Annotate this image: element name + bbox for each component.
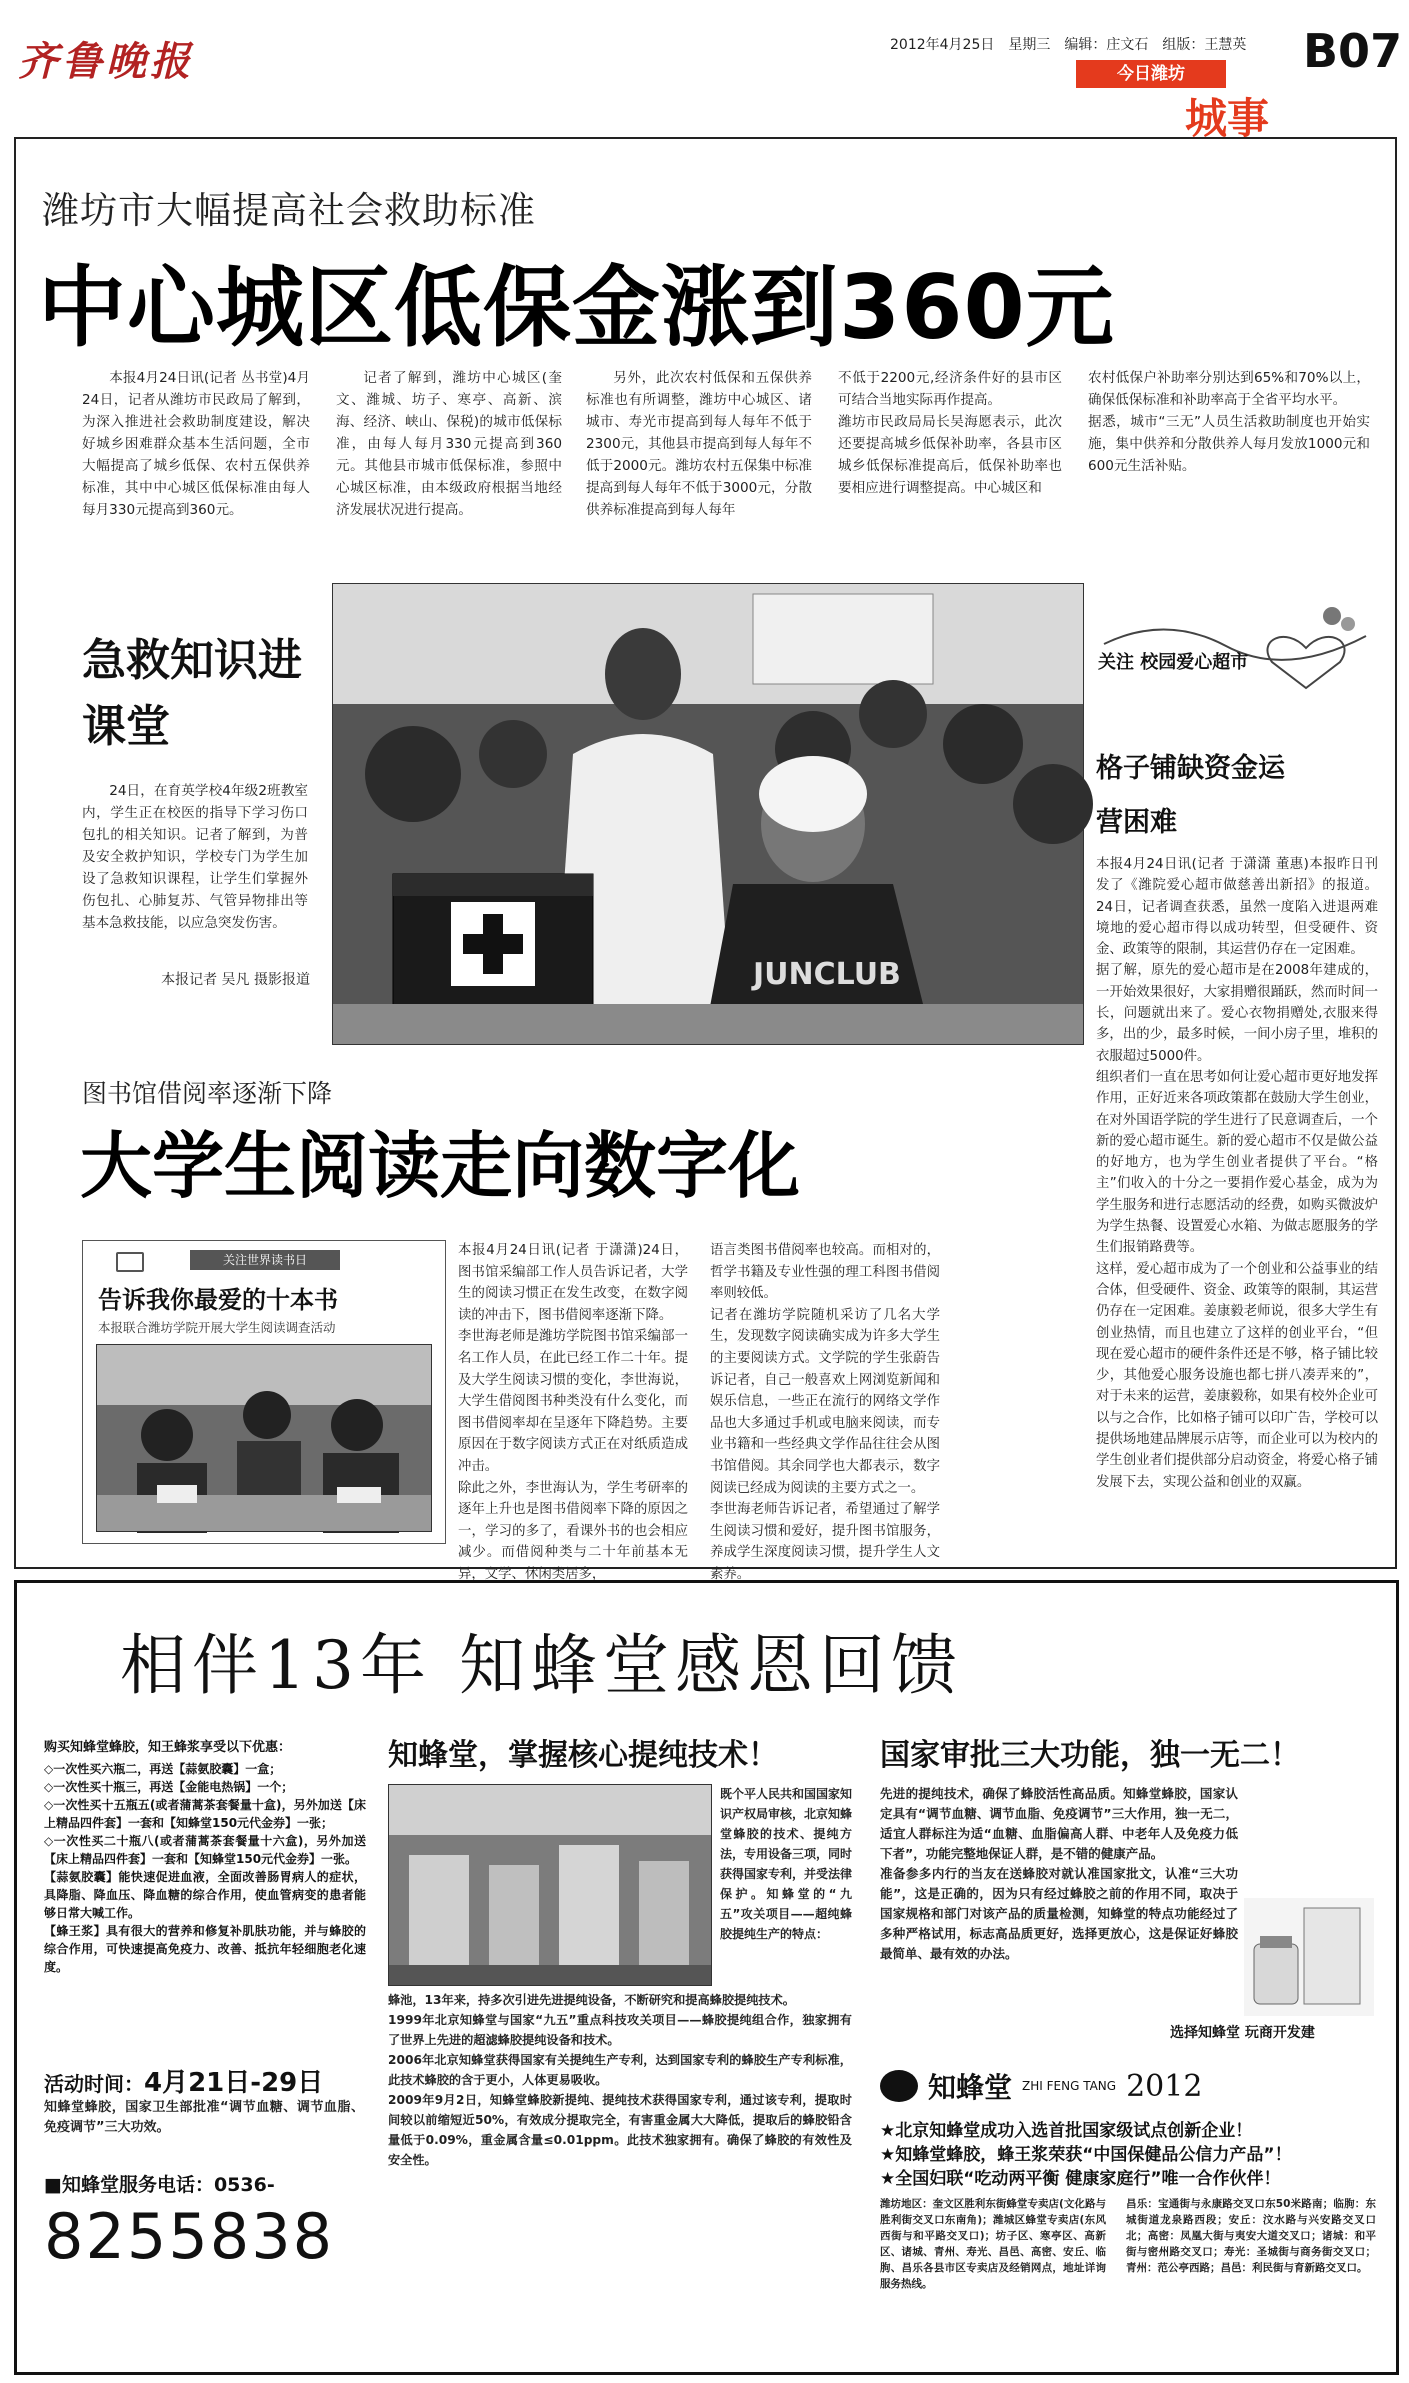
article1-kicker: 潍坊市大幅提高社会救助标准: [42, 189, 536, 232]
ad-hotline-number: 8255838: [44, 2200, 335, 2273]
article1-col1: 本报4月24日讯(记者 丛书堂)4月24日，记者从潍坊市民政局了解到，为深入推进社会救助制度建设，解决好城乡困难群众基本生活问题，全市大幅提高了城乡低保、农村五保供养标准，其中中心城区低保标准由每人每月330元提高到360元。: [82, 370, 310, 518]
factory-photo: [388, 1784, 712, 1986]
firstaid-photo-art: [333, 584, 1083, 1044]
reading-inset-sub: 本报联合潍坊学院开展大学生阅读调查活动: [98, 1320, 336, 1335]
sidebar-headline: 格子铺缺资金运营困难: [1096, 753, 1285, 838]
article1-col3: 另外，此次农村低保和五保供养标准也有所调整，潍坊中心城区、诸城市、寿光市提高到每人每年不低于2300元，其他县市提高到每人每年不低于2000元。潍坊农村五保集中标准提高到每人每年不低于3000元，分散供养标准提高到每人每年: [586, 370, 812, 518]
ad-event-label: 活动时间：: [44, 2072, 144, 2096]
ad-offers: ◇一次性买六瓶二，再送【蒜氨胶囊】一盒； ◇一次性买十瓶三，再送【金能电热锅】一个； ◇一次性买十五瓶五(或者蒲蒿茶套餐量十盒)，另外加送【床上精品四件套】一套和【知蜂堂150元代金券】一张； ◇一次性买二十瓶八(或者蒲蒿茶套餐量十六盒)，另外加送【床上精品四件套】一套和【知蜂堂150元代金券】一张。 【蒜氨胶囊】能快速促进血液，全面改善肠胃病人的症状，具降脂、降血压、降血糖的综合作用，使血管病变的患者能够日常大喊工作。 【蜂王浆】具有很大的营养和修复补肌肤功能，并与蜂胶的综合作用，可快速提高免疫力、改善、抵抗年轻细胞老化速度。: [44, 1762, 366, 1974]
firstaid-credit: 本报记者 吴凡 摄影报道: [161, 972, 310, 988]
store-list-left: 潍坊地区：奎文区胜利东街蜂堂专卖店(文化路与胜利街交叉口东南角)；潍城区蜂堂专卖店(东风西街与和平路交叉口)；坊子区、寒亭区、高新区、诸城、青州、寿光、昌邑、高密、安丘、临朐、昌乐各县市区专卖店及经销网点，地址详询服务热线。: [880, 2198, 1106, 2290]
ad-approval-text: 知蜂堂蜂胶，国家卫生部批准“调节血糖、调节血脂、免疫调节”三大功效。: [44, 2100, 364, 2135]
brand-cn: 知蜂堂: [928, 2071, 1013, 2104]
sidebar-body: 本报4月24日讯(记者 于潇潇 董惠)本报昨日刊发了《潍院爱心超市做慈善出新招》的报道。24日，记者调查获悉，虽然一度陷入进退两难境地的爱心超市得以成功转型，但受硬件、资金、政策等的限制，其运营仍存在一定困难。 据了解，原先的爱心超市是在2008年建成的，一开始效果很好，大家捐赠很踊跃，然而时间一长，问题就出来了。爱心衣物捐赠处,衣服来得多，出的少，最多时候，一间小房子里，堆积的衣服超过5000件。 组织者们一直在思考如何让爱心超市更好地发挥作用，正好近来各项政策都在鼓励大学生创业，在对外国语学院的学生进行了民意调查后，一个新的爱心超市诞生。新的爱心超市不仅是做公益的好地方，也为学生创业者提供了平台。“格主”们收入的十分之一要捐作爱心基金，成为为学生服务和进行志愿活动的经费，如购买微波炉为学生热餐、设置爱心水箱、为做志愿服务的学生们报销路费等。 这样，爱心超市成为了一个创业和公益事业的结合体，但受硬件、资金、政策等的限制，其运营仍存在一定困难。姜康毅老师说，很多大学生有创业热情，而且也建立了这样的创业平台，“但现在爱心超市的硬件条件还是不够，格子铺比较少，其他爱心服务设施也都七拼八凑弄来的”，对于未来的运营，姜康毅称，如果有校外企业可以与之合作，比如格子铺可以印广告，学校可以提供场地建品牌展示店等，而企业可以为校内的学生创业者们提供部分启动资金，将爱心格子铺发展下去，实现公益和创业的双赢。: [1096, 857, 1378, 1490]
article1-col4: 不低于2200元,经济条件好的县市区可结合当地实际再作提高。 潍坊市民政局局长吴海愿表示，此次还要提高城乡低保补助率，各县市区城乡低保标准提高后，低保补助率也要相应进行调整提高。中心城区和: [838, 370, 1062, 496]
brand-logo: [880, 2064, 1350, 2108]
ad-mid-body: 蜂池，13年来，持多次引进先进提纯设备，不断研究和提高蜂胶提纯技术。 1999年北京知蜂堂与国家“九五”重点科技攻关项目——蜂胶提纯组合作，独家拥有了世界上先进的超滤蜂胶提纯设备和技术。 2006年北京知蜂堂获得国家有关提纯生产专利，达到国家专利的蜂胶生产专利标准，此技术蜂胶的含于更小，人体更易吸收。 2009年9月2日，知蜂堂蜂胶新提纯、提纯技术获得国家专利，通过该专利，提取时间较以前缩短近50%，有效成分提取完全，有害重金属大大降低，提取后的蜂胶铅含量低于0.09%，重金属含量≤0.01ppm。此技术独家拥有。确保了蜂胶的有效性及安全性。: [388, 1993, 852, 2167]
honor-1: ★北京知蜂堂成功入选首批国家级试点创新企业！: [880, 2121, 1253, 2141]
ad-title: 相伴13年 知蜂堂感恩回馈: [120, 1627, 963, 1704]
masthead-logo: 齐鲁晚报: [18, 38, 194, 85]
heart-ribbon-icon: [1096, 596, 1376, 692]
honor-3: ★全国妇联“吃动两平衡 健康家庭行”唯一合作伙伴！: [880, 2169, 1281, 2189]
product-bottle-icon: [1244, 1898, 1374, 2016]
reading-inset-tag: 关注世界读书日: [190, 1250, 340, 1270]
brand-year: 2012: [1126, 2068, 1203, 2104]
section-name: 城事: [1185, 94, 1270, 143]
page-number: B07: [1303, 24, 1403, 78]
ad-offer-head: 购买知蜂堂蜂胶，知王蜂浆享受以下优惠：: [44, 1740, 292, 1755]
firstaid-headline: 急救知识进课堂: [82, 635, 302, 752]
issue-date: 2012年4月25日: [890, 37, 995, 53]
bee-icon: [880, 2070, 918, 2102]
ad-mid-right: 既个平人民共和国国家知识产权局审核，北京知蜂堂蜂胶的技术、提纯方法，专用设备三项，同时获得国家专利，并受法律保护。知蜂堂的“九五”攻关项目——超纯蜂胶提纯生产的特点：: [720, 1787, 853, 1941]
article1-col5: 农村低保户补助率分别达到65%和70%以上，确保低保标准和补助率高于全省平均水平。 据悉，城市“三无”人员生活救助制度也开始实施，集中供养和分散供养人每月发放1000元和600元生活补贴。: [1088, 370, 1370, 474]
article1-col2: 记者了解到，潍坊中心城区(奎文、潍城、坊子、寒亭、高新、滨海、经济、峡山、保税)的城市低保标准，由每人每月330元提高到360元。其他县市城市低保标准，参照中心城区标准，由本级政府根据当地经济发展状况进行提高。: [336, 370, 562, 518]
firstaid-caption: 24日，在育英学校4年级2班教室内，学生正在校医的指导下学习伤口包扎的相关知识。记者了解到，为普及安全救护知识，学校专门为学生加设了急救知识课程，让学生们掌握外伤包扎、心肺复苏、气管异物排出等基本急救技能，以应急突发伤害。: [82, 783, 308, 931]
designer-credit: 组版：王慧英: [1162, 37, 1247, 53]
store-list-right: 昌乐：宝通街与永康路交叉口东50米路南；临朐：东城街道龙泉路西段；安丘：汶水路与兴安路交叉口北；高密：凤凰大街与夷安大道交叉口；诸城：和平街与密州路交叉口；寿光：圣城街与商务街交叉口；青州：范公亭西路；昌邑：利民街与育新路交叉口。: [1126, 2198, 1376, 2274]
brand-en: ZHI FENG TANG: [1022, 2079, 1117, 2093]
library-photo-art: [97, 1345, 431, 1531]
ad-right-caption: 选择知蜂堂 玩商开发建: [1170, 2025, 1315, 2041]
sidebar-banner-text: 关注 校园爱心超市: [1098, 652, 1249, 673]
ad-event-dates: 4月21日-29日: [144, 2068, 324, 2098]
sidebar-banner: [1096, 596, 1376, 692]
article2-headline: 大学生阅读走向数字化: [80, 1124, 801, 1208]
ad-right-body: 先进的提纯技术，确保了蜂胶活性高品质。知蜂堂蜂胶，国家认定具有“调节血糖、调节血脂、免疫调节”三大作用，独一无二，适宜人群标注为适“血糖、血脂偏高人群、中老年人及免疫力低下者”，功能完整地保证人群，是不错的健康产品。 准备参多内行的当友在送蜂胶对就认准国家批文，认准“三大功能”，这是正确的，因为只有经过蜂胶之前的作用不同，取决于国家规格和部门对该产品的质量检测，知蜂堂的特点功能经过了多种严格试用，标志高品质更好，选择更放心，这是保证好蜂胶最简单、最有效的办法。: [880, 1786, 1238, 1961]
ad-right-head: 国家审批三大功能，独一无二！: [880, 1738, 1300, 1773]
ad-mid-head: 知蜂堂，掌握核心提纯技术！: [388, 1738, 778, 1773]
article1-headline: 中心城区低保金涨到360元: [38, 256, 1115, 359]
firstaid-photo: [332, 583, 1084, 1045]
product-photo: [1244, 1898, 1374, 2016]
issue-weekday: 星期三: [1008, 37, 1051, 53]
article2-col2: 语言类图书借阅率也较高。而相对的，哲学书籍及专业性强的理工科图书借阅率则较低。 记者在潍坊学院随机采访了几名大学生，发现数字阅读确实成为许多大学生的主要阅读方式。文学院的学生张蔚告诉记者，自己一般喜欢上网浏览新闻和娱乐信息，一些正在流行的网络文学作品也大多通过手机或电脑来阅读，而专业书籍和一些经典文学作品往往会从图书馆借阅。其余同学也大都表示，数字阅读已经成为阅读的主要方式之一。 李世海老师告诉记者，希望通过了解学生阅读习惯和爱好，提升图书馆服务，养成学生深度阅读习惯，提升学生人文素养。: [710, 1243, 940, 1582]
honor-2: ★知蜂堂蜂胶，蜂王浆荣获“中国保健品公信力产品”！: [880, 2145, 1292, 2165]
factory-photo-art: [389, 1785, 711, 1985]
article2-kicker: 图书馆借阅率逐渐下降: [82, 1079, 333, 1108]
library-photo: [96, 1344, 432, 1532]
book-icon: [116, 1252, 144, 1272]
article2-col1: 本报4月24日讯(记者 于潇潇)24日，图书馆采编部工作人员告诉记者，大学生的阅读习惯正在发生改变，在数字阅读的冲击下，图书借阅率逐渐下降。 李世海老师是潍坊学院图书馆采编部一名工作人员，在此已经工作二十年。提及大学生阅读习惯的变化，李世海说，大学生借阅图书种类没有什么变化，而图书借阅率却在呈逐年下降趋势。主要原因在于数字阅读方式正在对纸质造成冲击。 除此之外，李世海认为，学生考研率的逐年上升也是图书借阅率下降的原因之一，学习的多了，看课外书的也会相应减少。而借阅种类与二十年前基本无异，文学、休闲类居多，: [458, 1243, 688, 1582]
ad-hotline-label: ■知蜂堂服务电话：0536-: [44, 2174, 275, 2196]
editor-credit: 编辑：庄文石: [1064, 37, 1149, 53]
reading-inset-title: 告诉我你最爱的十本书: [98, 1286, 338, 1314]
section-tag: 今日潍坊: [1076, 60, 1226, 88]
shirt-text: JUNCLUB: [753, 957, 901, 992]
